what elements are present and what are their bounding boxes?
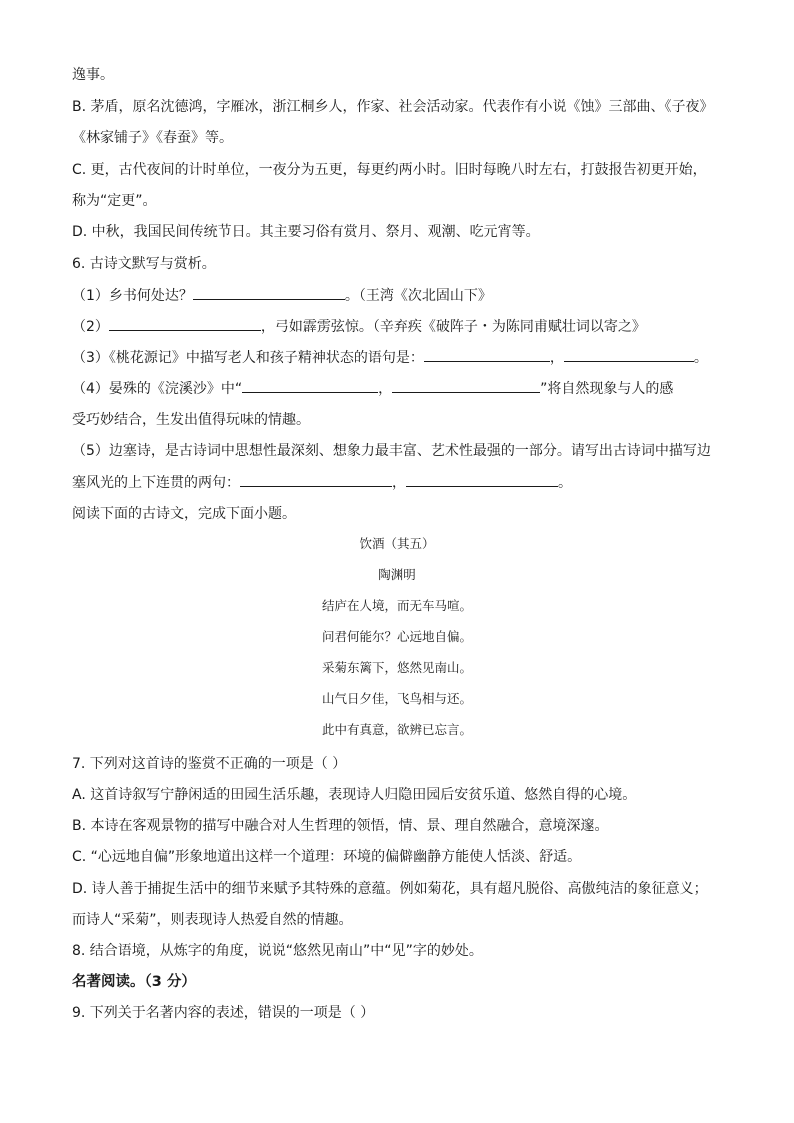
question-9-stem: 9. 下列关于名著内容的表述，错误的一项是（ ）	[72, 1005, 375, 1021]
question-8: 8. 结合语境，从炼字的角度，说说“悠然见南山”中“见”字的妙处。	[72, 943, 483, 959]
poem-author: 陶渊明	[378, 567, 416, 582]
reading-intro: 阅读下面的古诗文，完成下面小题。	[72, 506, 296, 522]
question-7-stem: 7. 下列对这首诗的鉴赏不正确的一项是（ ）	[72, 756, 347, 772]
part-3-prefix: （3）《桃花源记》中描写老人和孩子精神状态的语句是：	[72, 350, 424, 366]
text-line: 逸事。	[72, 67, 114, 83]
part-4-suffix: ”将自然现象与人的感	[540, 381, 674, 397]
part-4-separator: ，	[378, 381, 393, 397]
part-2-prefix: （2）	[72, 319, 109, 335]
answer-blank[interactable]	[424, 347, 550, 362]
option-c-line2: 称为“定更”。	[72, 193, 157, 209]
answer-blank[interactable]	[392, 378, 540, 393]
answer-blank[interactable]	[406, 472, 558, 487]
part-3-suffix: 。	[693, 350, 708, 366]
poem-line: 结庐在人境，而无车马喧。	[321, 598, 472, 613]
poem-line: 山气日夕佳，飞鸟相与还。	[321, 691, 472, 706]
question-6-part-5-line2	[72, 472, 572, 493]
question-7-option-d-line1: D. 诗人善于捕捉生活中的细节来赋予其特殊的意蕴。例如菊花，具有超凡脱俗、高傲纯洁的象征意义；	[72, 881, 708, 897]
question-6-part-5-line1: （5）边塞诗，是古诗词中思想性最深刻、想象力最丰富、艺术性最强的一部分。请写出古诗词中描写边	[72, 443, 711, 459]
option-b-line1: B. 茅盾，原名沈德鸿，字雁冰，浙江桐乡人，作家、社会活动家。代表作有小说《蚀》三部曲、《子夜》	[72, 99, 714, 115]
option-c-line1: C. 更，古代夜间的计时单位，一夜分为五更，每更约两小时。旧时每晚八时左右，打鼓报告初更开始，	[72, 162, 707, 178]
poem-line: 采菊东篱下，悠然见南山。	[321, 660, 472, 675]
question-6-title: 6. 古诗文默写与赏析。	[72, 256, 216, 272]
poem-title: 饮酒（其五）	[359, 536, 435, 551]
option-d-line: D. 中秋，我国民间传统节日。其主要习俗有赏月、祭月、观潮、吃元宵等。	[72, 224, 540, 240]
answer-blank[interactable]	[242, 378, 378, 393]
section-heading: 名著阅读。（3 分）	[72, 974, 196, 990]
answer-blank[interactable]	[109, 316, 261, 331]
option-b-line2: 《林家铺子》《春蚕》等。	[72, 130, 233, 146]
part-2-suffix: ，弓如霹雳弦惊。（辛弃疾《破阵子・为陈同甫赋壮词以寄之》	[260, 319, 646, 335]
part-1-prefix: （1）乡书何处达？	[72, 288, 193, 304]
question-6-part-4-line2: 受巧妙结合，生发出值得玩味的情趣。	[72, 412, 310, 428]
question-6-part-3	[72, 347, 708, 368]
question-7-option-b: B. 本诗在客观景物的描写中融合对人生哲理的领悟，情、景、理自然融合，意境深邃。	[72, 818, 609, 834]
question-6-part-2	[72, 316, 646, 337]
part-1-suffix: 。（王湾《次北固山下》	[344, 288, 492, 304]
answer-blank[interactable]	[193, 285, 345, 300]
answer-blank[interactable]	[564, 347, 694, 362]
part-5-prefix: 塞风光的上下连贯的两句：	[72, 475, 240, 491]
question-6-part-4	[72, 378, 673, 399]
part-5-separator: ，	[392, 475, 406, 491]
part-5-suffix: 。	[558, 475, 572, 491]
part-3-separator: ，	[549, 350, 564, 366]
part-4-prefix: （4）晏殊的《浣溪沙》中“	[72, 381, 243, 397]
question-7-option-c: C. “心远地自偏”形象地道出这样一个道理：环境的偏僻幽静方能使人恬淡、舒适。	[72, 849, 582, 865]
question-7-option-d-line2: 而诗人“采菊”，则表现诗人热爱自然的情趣。	[72, 912, 353, 928]
question-7-option-a: A. 这首诗叙写宁静闲适的田园生活乐趣，表现诗人归隐田园后安贫乐道、悠然自得的心境。	[72, 787, 637, 803]
question-6-part-1	[72, 285, 492, 306]
answer-blank[interactable]	[240, 472, 392, 487]
poem-line: 此中有真意，欲辨已忘言。	[321, 722, 472, 737]
poem-line: 问君何能尔？心远地自偏。	[321, 629, 472, 644]
